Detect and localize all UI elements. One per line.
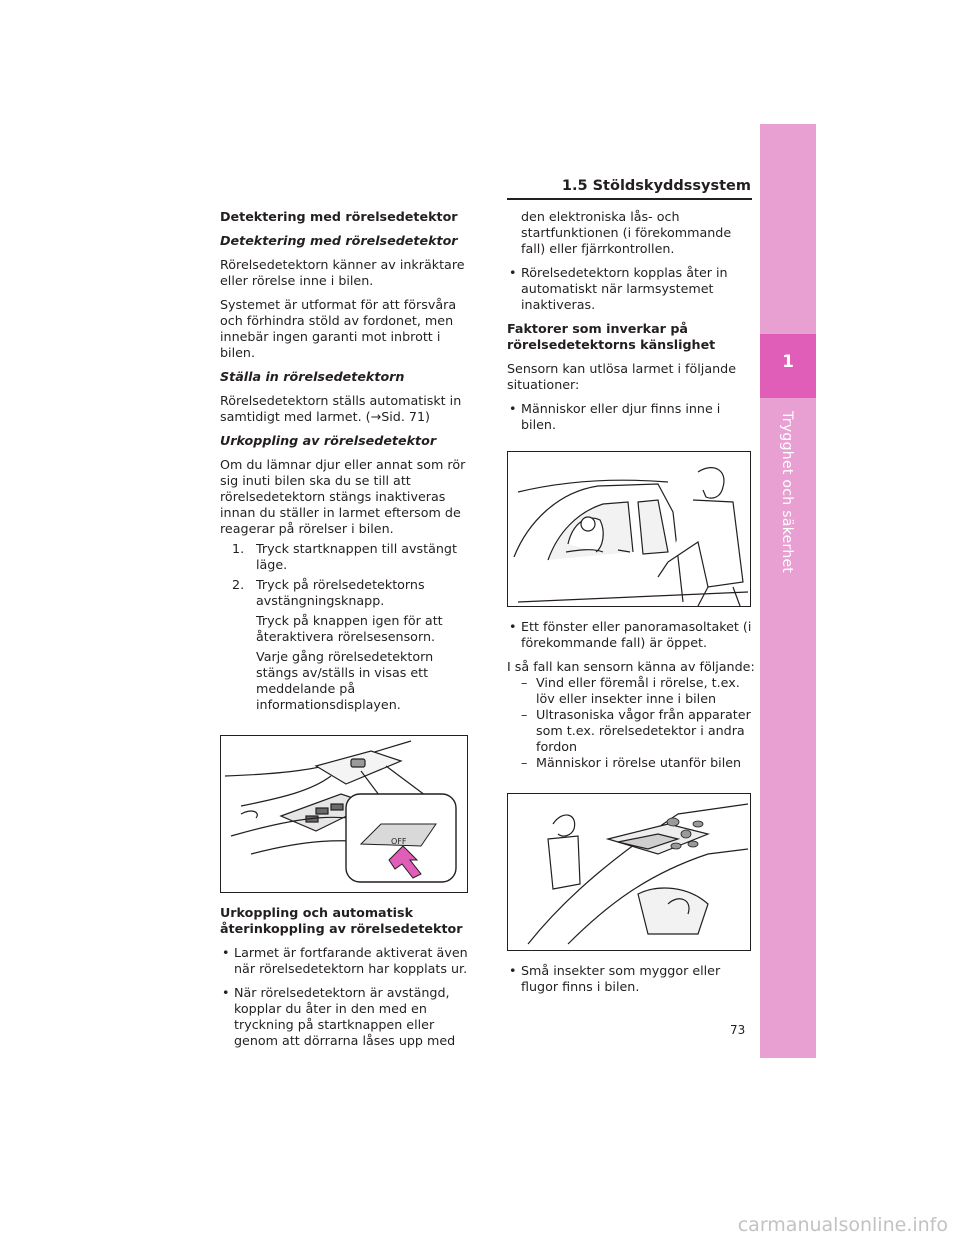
paragraph: Systemet är utformat för att försvåra och förhindra stöld av fordonet, men innebär ingen garanti mot inbrott i bilen. <box>220 297 457 360</box>
off-label: OFF <box>391 837 407 846</box>
bullet-item: • Rörelsedetektorn kopplas åter in automatiskt när larmsystemet inaktiveras. <box>507 265 755 313</box>
subheading-disable: Urkoppling av rörelsedetektor <box>220 433 437 448</box>
heading-motion-detection: Detektering med rörelsedetektor <box>220 209 458 224</box>
subheading-setting: Ställa in rörelsedetektorn <box>220 369 405 384</box>
paragraph: Om du lämnar djur eller annat som rör sig inuti bilen ska du se till att rörelsedetektorn stängs inaktiveras innan du ställer in larmet eftersom de reagerar på rörelser i bilen. <box>220 457 466 536</box>
right-column <box>507 209 755 1003</box>
chapter-number: 1 <box>782 352 794 372</box>
dash-text: Ultrasoniska vågor från apparater som t.ex. rörelsedetektor i andra fordon <box>536 707 751 754</box>
overhead-console-illustration <box>221 736 467 892</box>
step-note: Varje gång rörelsedetektorn stängs av/ställs in visas ett meddelande på informationsdisplayen. <box>256 649 434 712</box>
watermark: carmanualsonline.info <box>737 1214 948 1236</box>
chapter-title: Trygghet och säkerhet <box>779 411 795 574</box>
open-sunroof-illustration <box>508 794 750 950</box>
step-text: Tryck på rörelsedetektorns avstängningsknapp. <box>256 577 425 608</box>
figure-dog-in-car <box>507 451 751 607</box>
heading-sensitivity: Faktorer som inverkar på rörelsedetektorns känslighet <box>507 321 716 352</box>
left-column <box>220 209 468 1057</box>
bullet-item: • Små insekter som myggor eller flugor finns i bilen. <box>507 963 755 995</box>
bullet-item: • Larmet är fortfarande aktiverat även när rörelsedetektorn har kopplats ur. <box>220 945 468 977</box>
section-header: 1.5 Stöldskyddssystem <box>561 178 751 194</box>
figure-overhead-console <box>220 735 468 893</box>
continued-text: den elektroniska lås- och startfunktionen (i förekommande fall) eller fjärrkontrollen. <box>521 209 732 256</box>
dog-in-car-illustration <box>508 452 750 606</box>
bullet-item: • Människor eller djur finns inne i bilen. <box>507 401 755 433</box>
step-number: 1. <box>232 541 245 556</box>
dash-item: – Människor i rörelse utanför bilen <box>521 755 742 770</box>
step-note: Tryck på knappen igen för att återaktivera rörelsesensorn. <box>256 613 443 644</box>
bullet-item: • Ett fönster eller panoramasoltaket (i förekommande fall) är öppet. <box>507 619 755 651</box>
paragraph: Rörelsedetektorn känner av inkräktare eller rörelse inne i bilen. <box>220 257 465 288</box>
dash-item: – Vind eller föremål i rörelse, t.ex. löv eller insekter inne i bilen <box>521 675 740 706</box>
bullet-item: • När rörelsedetektorn är avstängd, kopplar du åter in den med en tryckning på startknappen eller genom att dörrarna låses upp med <box>220 985 468 1049</box>
paragraph: I så fall kan sensorn känna av följande: <box>507 659 755 674</box>
page-number: 73 <box>730 1023 746 1037</box>
step-item <box>220 541 468 573</box>
figure-open-sunroof <box>507 793 751 951</box>
heading-reactivation: Urkoppling och automatisk återinkoppling av rörelsedetektor <box>220 905 463 936</box>
chapter-tab-strip <box>760 124 816 1058</box>
subheading-motion-detection: Detektering med rörelsedetektor <box>220 233 458 248</box>
dash-item: – Ultrasoniska vågor från apparater som t.ex. rörelsedetektor i andra fordon <box>521 707 751 754</box>
paragraph: Rörelsedetektorn ställs automatiskt in samtidigt med larmet. (→Sid. 71) <box>220 393 462 424</box>
step-number: 2. <box>232 577 245 592</box>
step-item <box>220 577 468 609</box>
dash-text: Människor i rörelse utanför bilen <box>536 755 742 770</box>
header-rule <box>507 198 752 200</box>
dash-text: Vind eller föremål i rörelse, t.ex. löv eller insekter inne i bilen <box>536 675 740 706</box>
step-text: Tryck startknappen till avstängt läge. <box>256 541 457 572</box>
paragraph: Sensorn kan utlösa larmet i följande situationer: <box>507 361 737 392</box>
